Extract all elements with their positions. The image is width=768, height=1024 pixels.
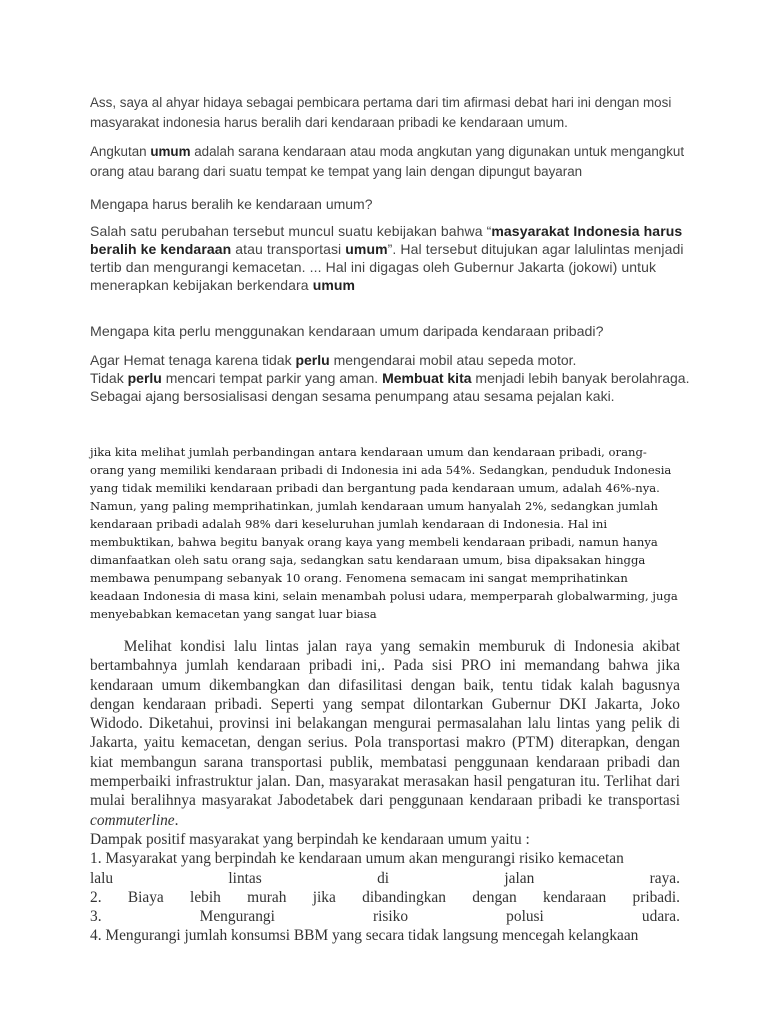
word: pribadi. — [632, 888, 680, 906]
text-run: mencari tempat parkir yang aman. — [161, 370, 383, 386]
bold-term: perlu — [295, 352, 330, 368]
word: risiko — [373, 908, 409, 926]
policy-paragraph — [90, 222, 690, 294]
word: jalan — [504, 869, 535, 887]
word: kendaraan — [542, 888, 607, 906]
word: murah — [247, 888, 287, 906]
intro-paragraph: Ass, saya al ahyar hidaya sebagai pembicara pertama dari tim afirmasi debat hari ini dengan mosi masyarakat indonesia harus beralih dari kendaraan pribadi ke kendaraan umum. — [90, 95, 672, 130]
word: polusi — [506, 908, 544, 926]
text-run: adalah sarana kendaraan atau moda angkutan yang digunakan untuk mengangkut orang atau barang dari suatu tempat ke tempat yang lain dengan dipungut bayaran — [90, 144, 685, 179]
question-heading: Mengapa kita perlu menggunakan kendaraan umum daripada kendaraan pribadi? — [90, 324, 604, 340]
bold-term: umum — [345, 241, 388, 257]
text-run: atau transportasi — [231, 241, 346, 257]
word: 3. — [90, 908, 102, 926]
text-run: Salah satu perubahan tersebut muncul suatu kebijakan bahwa “ — [90, 223, 492, 239]
text-run: Angkutan — [90, 144, 151, 159]
text-run: Tidak — [90, 370, 128, 386]
impact-heading: Dampak positif masyarakat yang berpindah ke kendaraan umum yaitu : — [90, 830, 530, 848]
word: di — [377, 869, 390, 887]
word: dengan — [472, 888, 517, 906]
word: lintas — [228, 869, 262, 887]
analysis-body — [90, 637, 680, 830]
text-run: ”. Hal tersebut ditujukan agar lalulintas menjadi tertib dan mengurangi kemacetan. ... Hal ini digagas oleh Gubernur Jakarta (jokowi) untuk menerapkan kebijakan berkendara — [90, 241, 684, 293]
list-item: 1. Masyarakat yang berpindah ke kendaraan umum akan mengurangi risiko kemacetan — [90, 850, 624, 868]
text-run: menjadi lebih banyak berolahraga. Sebagai ajang bersosialisasi dengan sesama penumpang atau sesama pejalan kaki. — [90, 370, 690, 404]
word: dibandingkan — [362, 888, 446, 906]
word: lebih — [190, 888, 221, 906]
word: Biaya — [127, 888, 164, 906]
italic-term: commuterline — [90, 811, 175, 829]
word: raya. — [649, 869, 680, 887]
word: jika — [312, 888, 336, 906]
bold-term: umum — [150, 144, 191, 159]
word: Mengurangi — [199, 908, 275, 926]
word: lalu — [90, 869, 114, 887]
text-run: mengendarai mobil atau sepeda motor. — [329, 352, 577, 368]
bold-term: umum — [312, 277, 356, 293]
text-run: Melihat kondisi lalu lintas jalan raya yang semakin memburuk di Indonesia akibat bertambahnya jumlah kendaraan pribadi ini,. Pada sisi PRO ini memandang bahwa jika kendaraan umum dikembangkan dan difasilitasi dengan baik, tentu tidak kalah bagusnya dengan kendaraan pribadi. Seperti yang sempat dilontarkan Gubernur DKI Jakarta, Joko Widodo. Diketahui, provinsi ini belakangan mengurai permasalahan lalu lintas yang pelik di Jakarta, yaitu kemacetan, dengan serius. Pola transportasi makro (PTM) diterapkan, dengan kiat membangun sarana transportasi publik, membatasi penggunaan kendaraan pribadi dan memperbaiki infrastruktur jalan. Dan, masyarakat merasakan hasil pengaturan itu. Terlihat dari mulai beralihnya masyarakat Jabodetabek dari penggunaan kendaraan pribadi ke transportasi — [90, 638, 681, 810]
bold-term: perlu — [127, 370, 162, 386]
bold-term: masyarakat Indonesia harus beralih ke kendaraan — [90, 223, 683, 257]
list-item-continuation — [90, 869, 680, 888]
list-item — [90, 907, 680, 926]
text-run: . — [174, 811, 179, 829]
bold-term: Membuat kita — [382, 370, 472, 386]
word: 2. — [90, 888, 102, 906]
statistics-paragraph: jika kita melihat jumlah perbandingan antara kendaraan umum dan kendaraan pribadi, orang-orang yang memiliki kendaraan pribadi di Indonesia ini ada 54%. Sedangkan, penduduk Indonesia yang tidak memiliki kendaraan pribadi dan bergantung pada kendaraan umum, adalah 46%-nya. Namun, yang paling memprihatinkan, jumlah kendaraan umum hanyalah 2%, sedangkan jumlah kendaraan pribadi adalah 98% dari keseluruhan jumlah kendaraan di Indonesia. Hal ini membuktikan, bahwa begitu banyak orang kaya yang membeli kendaraan pribadi, namun hanya dimanfaatkan oleh satu orang saja, sedangkan satu kendaraan umum, bisa dipaksakan hingga membawa penumpang sebanyak 10 orang. Fenomena semacam ini sangat memprihatinkan keadaan Indonesia di masa kini, selain menambah polusi udara, memperparah globalwarming, juga menyebabkan kemacetan yang sangat luar biasa — [90, 445, 678, 621]
list-item — [90, 888, 680, 907]
analysis-paragraph — [90, 637, 680, 946]
definition-paragraph — [90, 142, 690, 182]
reasons-paragraph — [90, 351, 690, 405]
word: udara. — [641, 908, 680, 926]
text-run: Agar Hemat tenaga karena tidak — [90, 352, 296, 368]
list-item: 4. Mengurangi jumlah konsumsi BBM yang secara tidak langsung mencegah kelangkaan — [90, 927, 639, 945]
question-heading: Mengapa harus beralih ke kendaraan umum? — [90, 196, 373, 212]
